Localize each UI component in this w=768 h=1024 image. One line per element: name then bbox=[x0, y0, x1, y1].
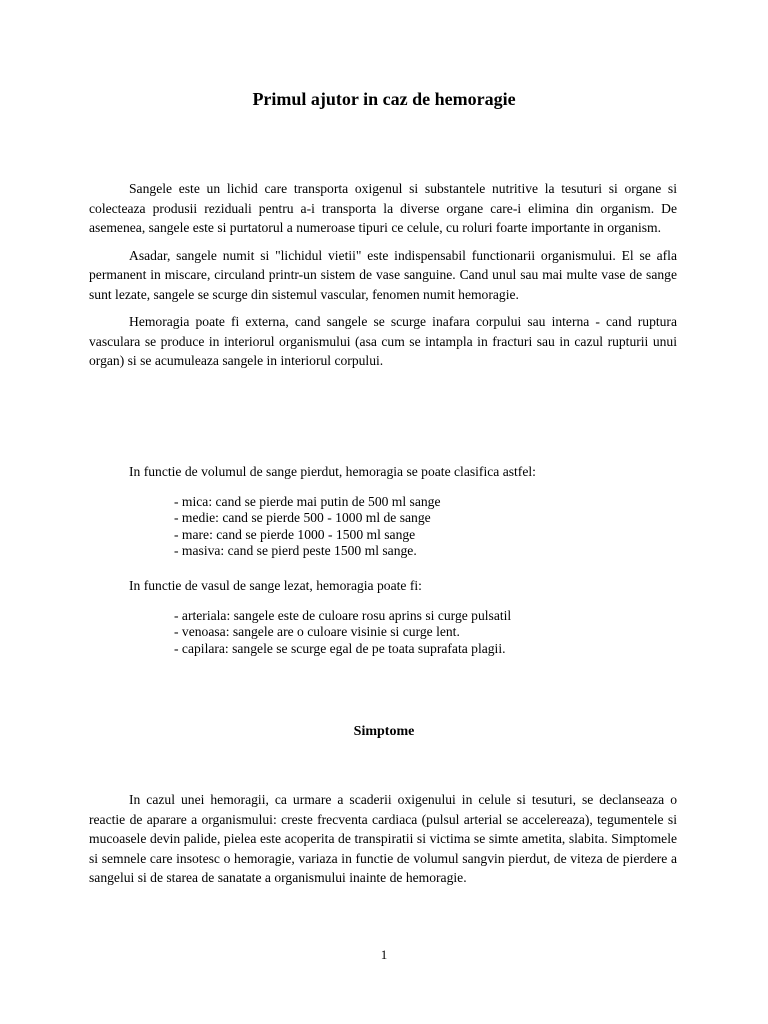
classification-volume-intro: In functie de volumul de sange pierdut, hemoragia se poate clasifica astfel: bbox=[129, 464, 536, 479]
list-item: - masiva: cand se pierd peste 1500 ml sange. bbox=[174, 543, 417, 558]
classification-vessel-list bbox=[89, 608, 677, 658]
list-item: - venoasa: sangele are o culoare visinie si curge lent. bbox=[174, 624, 460, 639]
list-item: - mare: cand se pierde 1000 - 1500 ml sange bbox=[174, 526, 416, 542]
paragraph-hemorrhage-definition: Asadar, sangele numit si "lichidul vietii" este indispensabil functionarii organismului. El se afla permanent in miscare, circuland printr-un sistem de vase sanguine. Cand unul sau mai multe vase de sange sunt lezate, sangele se scurge din sistemul vascular, fenomen numit hemoragie. bbox=[89, 247, 677, 302]
page-title: Primul ajutor in caz de hemoragie bbox=[252, 89, 516, 109]
classification-volume bbox=[89, 462, 677, 560]
classification-vessel-intro: In functie de vasul de sange lezat, hemoragia poate fi: bbox=[129, 578, 422, 593]
section-heading-symptoms: Simptome bbox=[353, 724, 415, 739]
symptoms-section bbox=[89, 790, 677, 888]
list-item: - arteriala: sangele este de culoare rosu aprins si curge pulsatil bbox=[174, 607, 512, 623]
classification-vessel bbox=[89, 576, 677, 657]
list-item: - medie: cand se pierde 500 - 1000 ml de sange bbox=[174, 510, 431, 525]
classification-volume-list bbox=[89, 494, 677, 560]
page-number: 1 bbox=[380, 947, 388, 962]
paragraph-symptoms: In cazul unei hemoragii, ca urmare a scaderii oxigenului in celule si tesuturi, se declanseaza o reactie de aparare a organismului: creste frecventa cardiaca (pulsul arterial se accelereaza), tegumentele si mucoasele devin palide, pielea este acoperita de transpiratii si victima se simte ametita, slabita. Simptomele si semnele care insotesc o hemoragie, variaza in functie de volumul sangvin pierdut, de viteza de pierdere a sangelui si de starea de sanatate a organismului inainte de hemoragie. bbox=[89, 792, 677, 885]
list-item: - mica: cand se pierde mai putin de 500 ml sange bbox=[174, 493, 441, 509]
paragraph-blood-definition: Sangele este un lichid care transporta oxigenul si substantele nutritive la tesuturi si organe si colecteaza produsii reziduali pentru a-i transporta la diverse organe care-i elimina din organism. De asemenea, sangele este si purtatorul a numeroase tipuri ce celule, cu roluri foarte importante in organism. bbox=[89, 181, 677, 235]
list-item: - capilara: sangele se scurge egal de pe toata suprafata plagii. bbox=[174, 640, 506, 656]
paragraph-hemorrhage-types: Hemoragia poate fi externa, cand sangele se scurge inafara corpului sau interna - cand ruptura vasculara se produce in interiorul organismului (asa cum se intampla in fracturi sau in cazul rupturii unui organ) si se acumuleaza sangele in interiorul corpului. bbox=[89, 314, 677, 368]
intro-section bbox=[89, 179, 677, 371]
